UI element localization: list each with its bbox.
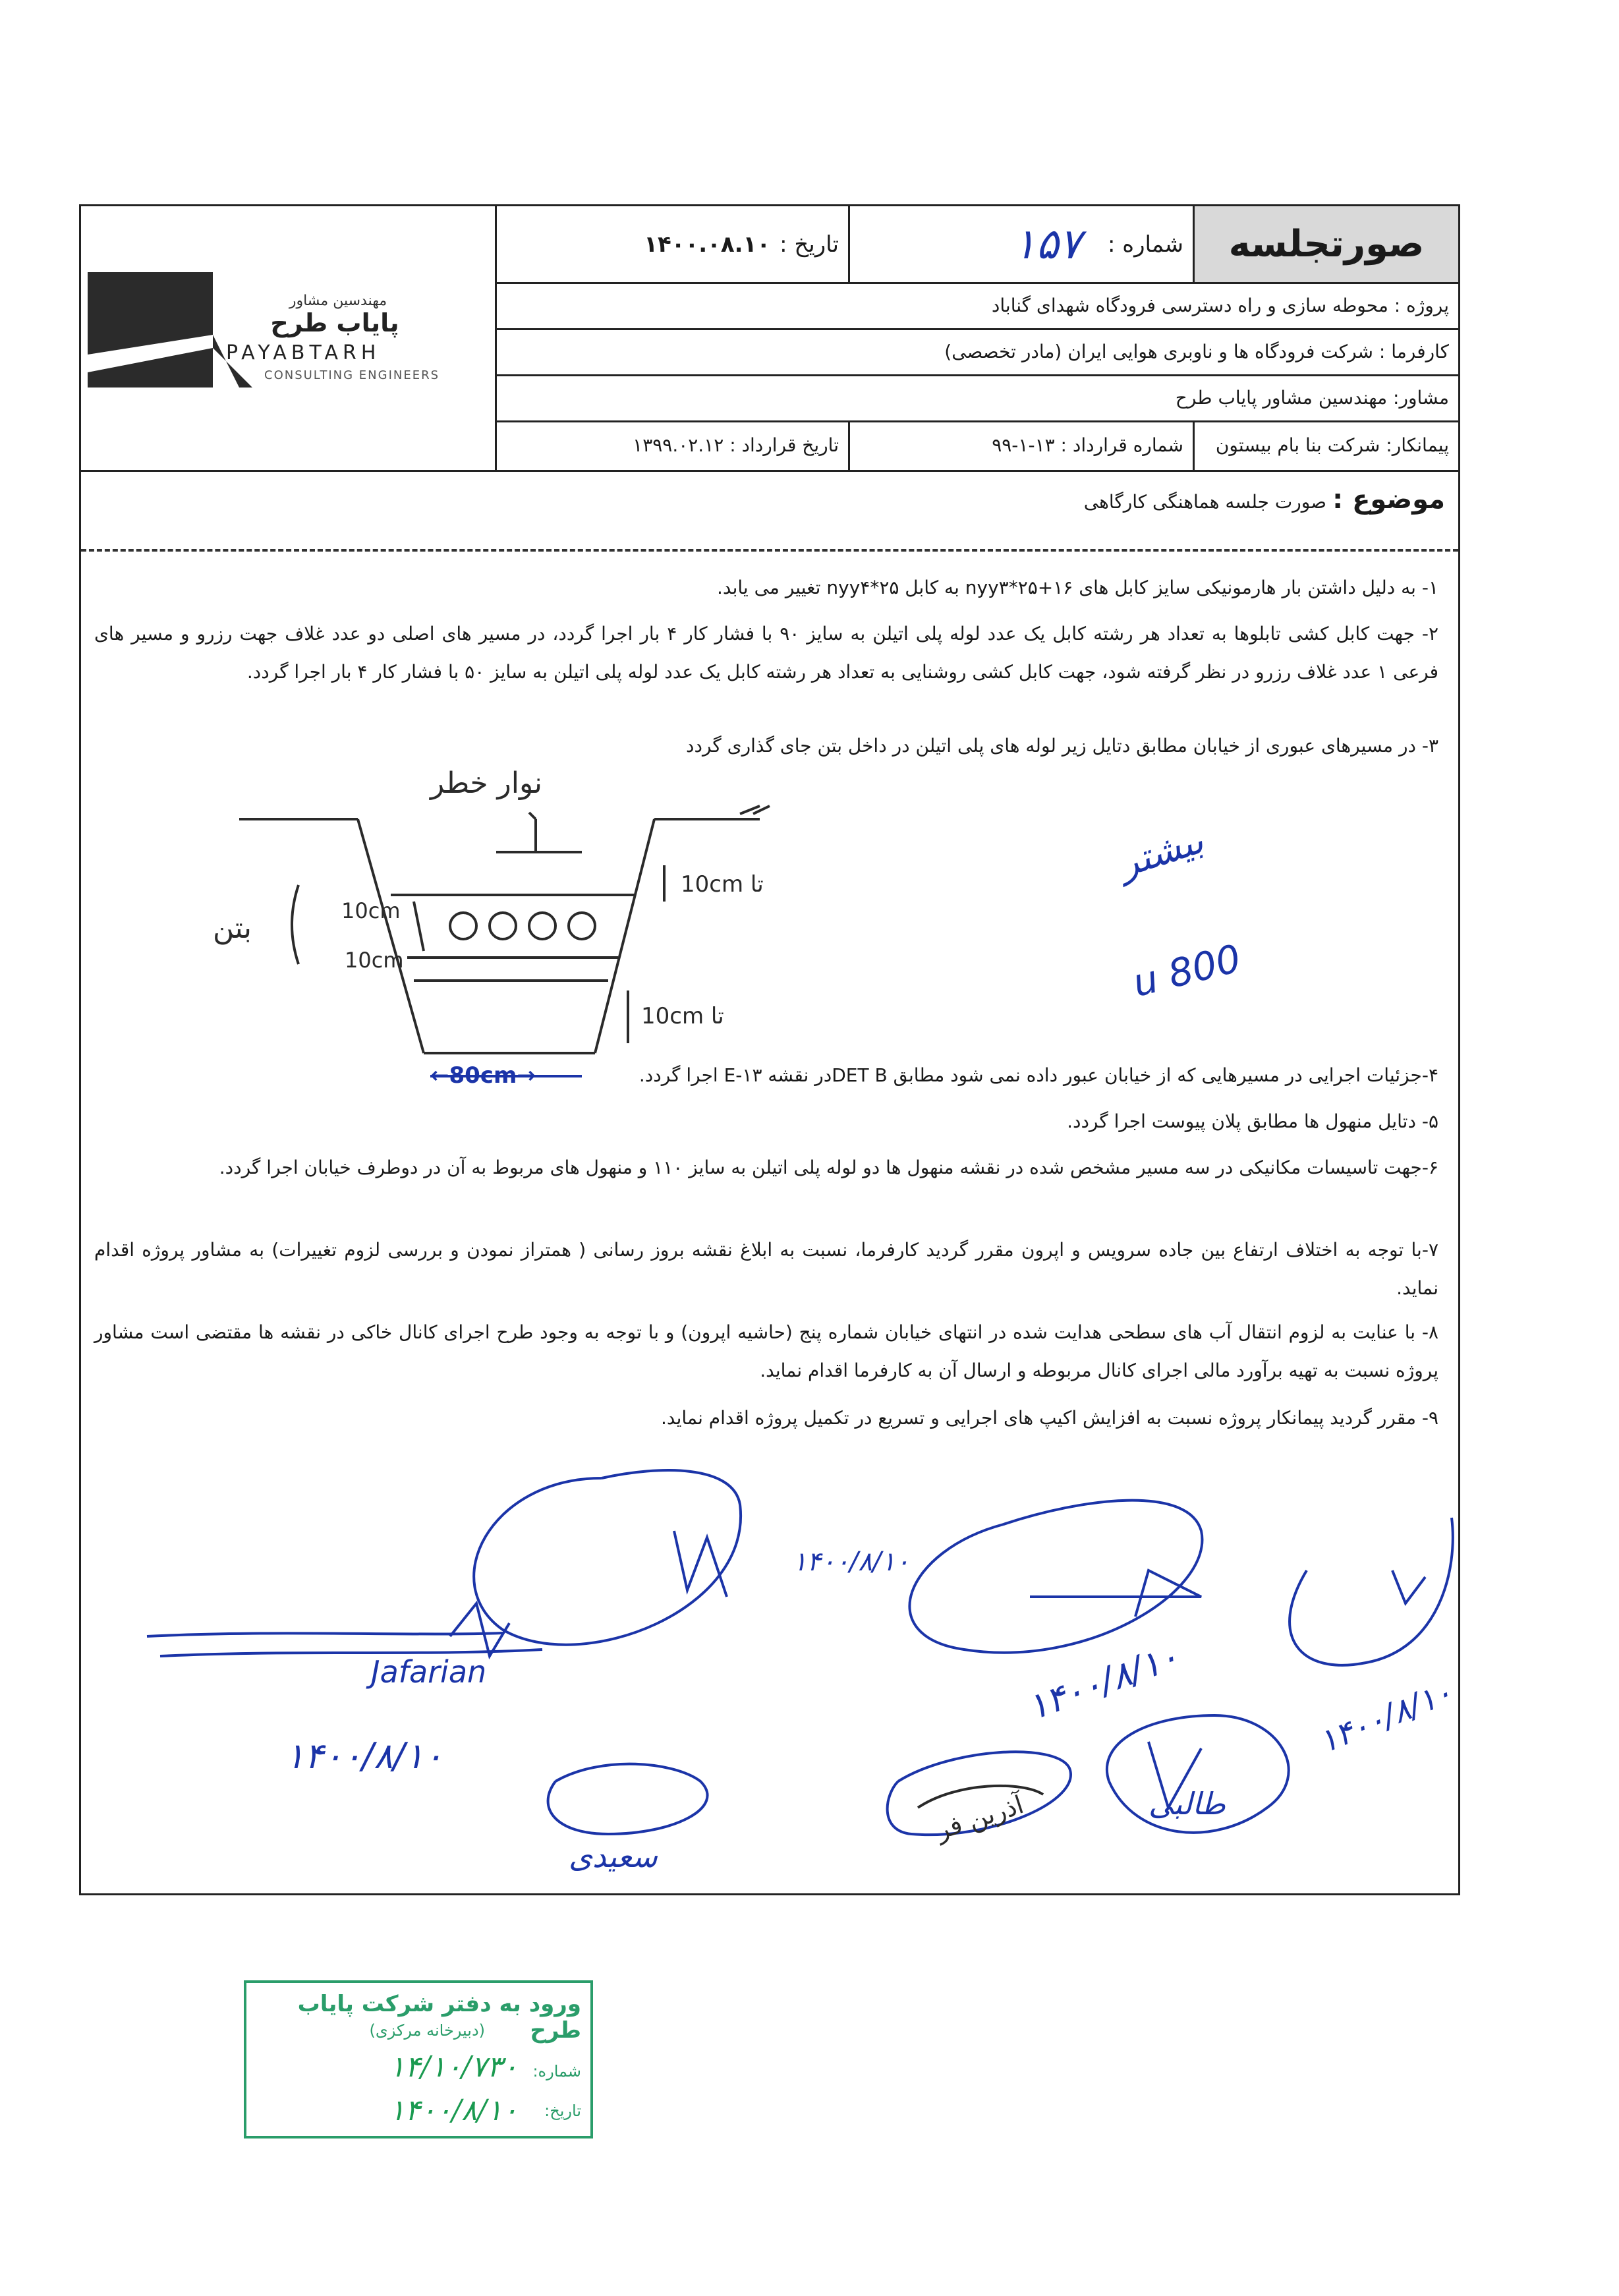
header-row-consultant xyxy=(497,374,1458,422)
item-2: ۲- جهت کابل کشی تابلوها به تعداد هر رشته کابل یک عدد لوله پلی اتیلن به سایز ۹۰ با فشار کار ۴ بار اجرا گردد، در مسیر های اصلی دو عدد غلاف جهت رزرو و مسیر های فرعی ۱ عدد غلاف رزرو در نظر گرفته شود، جهت کابل کشی روشنایی به تعداد هر رشته کابل یک عدد لوله پلی اتیلن به سایز ۵۰ با فشار کار ۴ بار اجرا گردد. xyxy=(94,623,1438,683)
trench-sketch xyxy=(81,753,1458,1096)
sketch-width-label: ←80cm→ xyxy=(430,1062,536,1089)
item-5: ۵- دتایل منهول ها مطابق پلان پیوست اجرا گردد. xyxy=(1067,1110,1438,1132)
number-label: شماره : xyxy=(1108,231,1183,258)
number-cell xyxy=(850,206,1193,282)
project-text: پروژه : محوطه سازی و راه دسترسی فرودگاه شهدای گناباد xyxy=(991,294,1449,316)
sketch-note-line1: بیشتر xyxy=(1114,818,1209,886)
sig-date-d: ۱۴۰۰/۸/۱۰ xyxy=(793,1547,910,1577)
logo-latin-sub: CONSULTING ENGINEERS xyxy=(264,368,440,382)
contract-date: تاریخ قرارداد : ۱۳۹۹.۰۲.۱۲ xyxy=(633,434,839,456)
signature-ring-f xyxy=(548,1764,708,1834)
sketch-dim-10cm-a: 10cm xyxy=(341,898,401,923)
item-9: ۹- مقرر گردید پیمانکار پروژه نسبت به افزایش اکیپ های اجرایی و تسریع در تکمیل پروژه اقدام نماید. xyxy=(660,1407,1438,1429)
header-row-project xyxy=(497,282,1458,330)
sig-date-a: ۱۴۰۰/۸/۱۰ xyxy=(285,1735,443,1777)
subject-text: صورت جلسه هماهنگی کارگاهی xyxy=(1083,491,1326,513)
sig-name-a: Jafarian xyxy=(371,1654,487,1690)
item-8: ۸- با عنایت به لزوم انتقال آب های سطحی هدایت شده در انتهای خیابان شماره پنج (حاشیه اپرون) و با توجه به وجود طرح اجرای کانال خاکی در نقشه ها مقتضی است مشاور پروژه نسبت به تهیه برآورد مالی اجرای کانال مربوطه و ارسال آن به کارفرما اقدام نماید. xyxy=(94,1321,1438,1381)
stamp-date-value: ۱۴۰۰/۸/۱۰ xyxy=(389,2094,518,2127)
sig-name-d: سعیدی xyxy=(569,1839,658,1874)
signature-jafarian-line xyxy=(147,1633,503,1636)
date-cell xyxy=(497,206,848,282)
logo-line2: پایاب طرح xyxy=(270,308,399,337)
item-4: ۴-جزئیات اجرایی در مسیرهایی که از خیابان عبور داده نمی شود مطابق DET Bدر نقشه E-۱۳ اجرا گردد. xyxy=(639,1064,1438,1086)
date-label: تاریخ : xyxy=(780,231,839,258)
company-logo xyxy=(81,206,495,470)
sig-name-c: طالبی xyxy=(1149,1786,1226,1822)
logo-cell xyxy=(81,206,497,470)
sig-date-c: ۱۴۰۰/۸/۱۰ xyxy=(1313,1673,1458,1761)
subject-row xyxy=(81,470,1458,556)
logo-latin: PAYABTARH xyxy=(226,341,381,364)
date-value: ۱۴۰۰.۰۸.۱۰ xyxy=(644,231,771,258)
sketch-warning-tape: نوار خطر xyxy=(430,766,543,800)
sig-date-b: ۱۴۰۰/۸/۱۰ xyxy=(1021,1635,1185,1729)
stamp-title: ورود به دفتر شرکت پایاب طرح xyxy=(297,1991,581,2044)
number-value: ۱۵۷ xyxy=(1013,219,1081,269)
item-7: ۷-با توجه به اختلاف ارتفاع بین جاده سرویس و اپرون مقرر گردید کارفرما، نسبت به ابلاغ نقشه بروز رسانی ( همتراز نمودن و بررسی لزوم تغییرات) به مشاور پروژه اقدام نماید. xyxy=(94,1239,1438,1299)
office-entry-stamp xyxy=(244,1980,593,2138)
doc-title: صورتجلسه xyxy=(1195,206,1458,282)
sig-name-b: آذرین فر xyxy=(932,1790,1027,1846)
header-table xyxy=(81,206,1458,472)
stamp-date-label: تاریخ: xyxy=(544,2102,581,2120)
header-row-title xyxy=(497,206,1458,284)
employer-text: کارفرما : شرکت فرودگاه ها و ناوبری هوایی ایران (مادر تخصصی) xyxy=(944,340,1449,362)
sketch-dim-top: 10cm تا xyxy=(681,871,764,898)
stamp-number-label: شماره: xyxy=(532,2062,581,2081)
logo-line1: مهندسین مشاور xyxy=(289,293,387,309)
contractor-text: پیمانکار: شرکت بنا بام بیستون xyxy=(1215,434,1449,456)
sketch-dim-bottom: 10cm تا xyxy=(641,1003,724,1029)
sketch-note-line2: u 800 xyxy=(1128,935,1245,1006)
signatures-area xyxy=(81,1439,1458,1893)
header-row-contractor xyxy=(497,420,1458,470)
subject-separator xyxy=(81,549,1458,552)
item-3: ۳- در مسیرهای عبوری از خیابان مطابق دتایل زیر لوله های پلی اتیلن در داخل بتن جای گذاری گردد xyxy=(686,735,1438,757)
stamp-number-value: ۱۴/۱۰/۷۳۰ xyxy=(389,2050,518,2084)
consultant-text: مشاور: مهندسین مشاور پایاب طرح xyxy=(1175,386,1449,409)
item-6: ۶-جهت تاسیسات مکانیکی در سه مسیر مشخص شده در نقشه منهول ها دو لوله پلی اتیلن به سایز ۱۱۰ و منهول های مربوط به آن در دوطرف خیابان اجرا گردد. xyxy=(219,1157,1438,1178)
sketch-concrete: بتن xyxy=(213,911,252,945)
header-row-employer xyxy=(497,328,1458,376)
contract-number: شماره قرارداد : ۱۳-۱-۹۹ xyxy=(992,434,1183,456)
document-frame xyxy=(79,204,1460,1895)
stamp-subtitle: (دبیرخانه مرکزی) xyxy=(369,2021,485,2040)
subject-label: موضوع : xyxy=(1332,484,1445,515)
signature-ring-c xyxy=(1290,1518,1453,1665)
sketch-dim-10cm-b: 10cm xyxy=(345,948,404,973)
item-1: ۱- به دلیل داشتن بار هارمونیکی سایز کابل های ۱۶+۲۵*nyy۳ به کابل ۲۵*nyy۴ تغییر می یابد. xyxy=(716,577,1438,598)
